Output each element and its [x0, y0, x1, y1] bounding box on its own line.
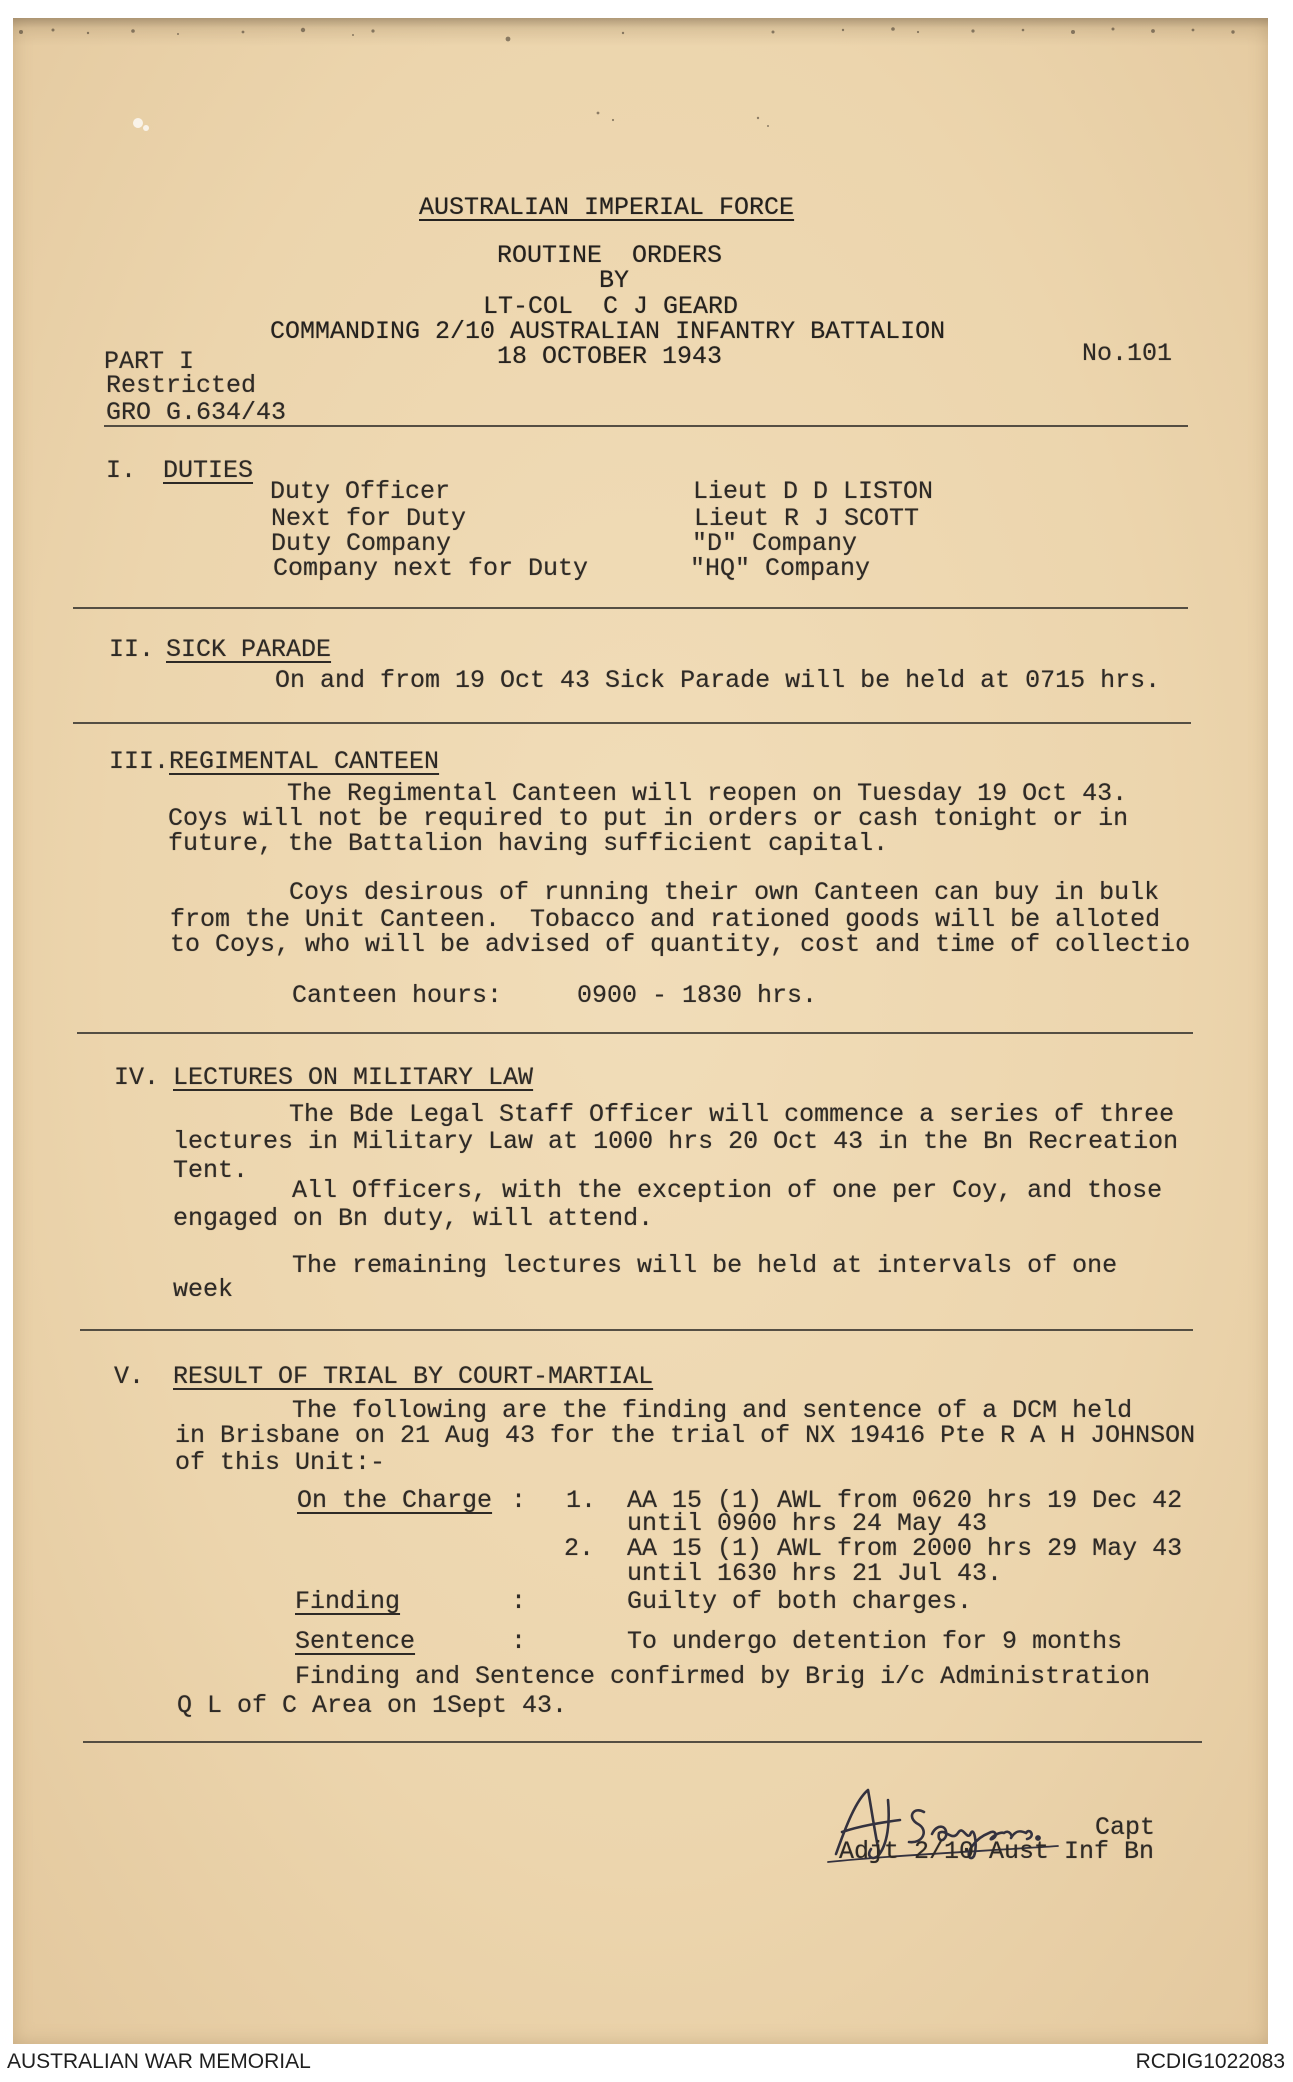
section-divider — [80, 1329, 1193, 1331]
section-heading: REGIMENTAL CANTEEN — [169, 747, 440, 776]
confirmation-line: Finding and Sentence confirmed by Brig i/c Administration — [295, 1662, 1151, 1691]
charge-line: AA 15 (1) AWL from 2000 hrs 29 May 43 — [627, 1534, 1183, 1563]
paragraph-line: in Brisbane on 21 Aug 43 for the trial of NX 19416 Pte R A H JOHNSON — [175, 1421, 1196, 1450]
section-numeral: I. — [106, 456, 137, 485]
paragraph-line: to Coys, who will be advised of quantity, cost and time of collectio — [170, 930, 1191, 959]
section-numeral: III. — [109, 747, 170, 776]
section-heading: SICK PARADE — [166, 635, 332, 664]
paragraph-line: engaged on Bn duty, will attend. — [173, 1204, 654, 1233]
finding-label: Finding — [295, 1587, 401, 1616]
finding-value: Guilty of both charges. — [627, 1587, 973, 1616]
confirmation-line: Q L of C Area on 1Sept 43. — [177, 1691, 568, 1720]
label-colon: : — [511, 1486, 527, 1515]
archive-name: AUSTRALIAN WAR MEMORIAL — [7, 2050, 311, 2073]
commander-name: LT-COL C J GEARD — [483, 292, 739, 321]
orders-title: ROUTINE ORDERS — [497, 241, 723, 270]
section-divider — [73, 722, 1191, 724]
section-divider — [104, 425, 1188, 427]
paragraph-line: lectures in Military Law at 1000 hrs 20 Oct 43 in the Bn Recreation — [173, 1127, 1179, 1156]
section-divider — [73, 607, 1188, 609]
sentence-value: To undergo detention for 9 months — [627, 1627, 1123, 1656]
section-divider — [83, 1741, 1202, 1743]
duty-role: Duty Officer — [270, 477, 451, 506]
duty-assignee: Lieut D D LISTON — [693, 477, 934, 506]
archive-item-id: RCDIG1022083 — [1135, 2050, 1285, 2073]
label-colon: : — [511, 1587, 527, 1616]
section-numeral: II. — [109, 635, 155, 664]
duty-assignee: "D" Company — [692, 529, 858, 558]
paragraph-line: All Officers, with the exception of one per Coy, and those — [292, 1176, 1163, 1205]
duty-role: Duty Company — [271, 529, 452, 558]
orders-number: No.101 — [1082, 339, 1173, 368]
paragraph-line: of this Unit:- — [175, 1448, 386, 1477]
label-colon: : — [511, 1627, 527, 1656]
section-heading: DUTIES — [163, 456, 254, 485]
section-numeral: IV. — [114, 1063, 160, 1092]
organization-title: AUSTRALIAN IMPERIAL FORCE — [419, 193, 795, 222]
charge-number: 2. — [564, 1534, 595, 1563]
paragraph-line: Coys will not be required to put in orders or cash tonight or in — [168, 804, 1129, 833]
paragraph-line: Tent. — [173, 1156, 249, 1185]
paragraph-line: Coys desirous of running their own Canteen can buy in bulk — [289, 878, 1160, 907]
section-heading: LECTURES ON MILITARY LAW — [173, 1063, 534, 1092]
paragraph-line: week — [173, 1275, 234, 1304]
paragraph-line: On and from 19 Oct 43 Sick Parade will be held at 0715 hrs. — [275, 666, 1161, 695]
paragraph-line: The remaining lectures will be held at intervals of one — [292, 1251, 1118, 1280]
paper-specks — [13, 18, 1268, 138]
command-title: COMMANDING 2/10 AUSTRALIAN INFANTRY BATTALION — [270, 317, 946, 346]
orders-date: 18 OCTOBER 1943 — [497, 342, 723, 371]
classification-label: Restricted — [106, 371, 257, 400]
paragraph-line: The following are the finding and sentence of a DCM held — [292, 1396, 1133, 1425]
duty-role: Company next for Duty — [273, 554, 589, 583]
sentence-label: Sentence — [295, 1627, 416, 1656]
paragraph-line: from the Unit Canteen. Tobacco and rationed goods will be alloted — [170, 905, 1161, 934]
duty-assignee: "HQ" Company — [690, 554, 871, 583]
paragraph-line: The Bde Legal Staff Officer will commence a series of three — [289, 1100, 1175, 1129]
charge-line: until 1630 hrs 21 Jul 43. — [627, 1559, 1003, 1588]
orders-by: BY — [599, 266, 630, 295]
duty-role: Next for Duty — [271, 504, 467, 533]
canteen-hours-label: Canteen hours: — [292, 981, 503, 1010]
signatory-appointment: Adjt 2/10 Aust Inf Bn — [839, 1837, 1155, 1866]
signatory-rank: Capt — [1095, 1813, 1156, 1842]
canteen-hours-value: 0900 - 1830 hrs. — [577, 981, 818, 1010]
section-heading: RESULT OF TRIAL BY COURT-MARTIAL — [173, 1362, 654, 1391]
paragraph-line: future, the Battalion having sufficient capital. — [168, 829, 889, 858]
section-numeral: V. — [114, 1362, 145, 1391]
duty-assignee: Lieut R J SCOTT — [694, 504, 920, 533]
charge-line: AA 15 (1) AWL from 0620 hrs 19 Dec 42 — [627, 1486, 1183, 1515]
charge-label: On the Charge — [297, 1486, 493, 1515]
paragraph-line: The Regimental Canteen will reopen on Tuesday 19 Oct 43. — [287, 779, 1128, 808]
charge-number: 1. — [566, 1486, 597, 1515]
section-divider — [77, 1032, 1193, 1034]
charge-line: until 0900 hrs 24 May 43 — [627, 1509, 988, 1538]
reference-number: GRO G.634/43 — [106, 398, 287, 427]
part-label: PART I — [104, 347, 195, 376]
